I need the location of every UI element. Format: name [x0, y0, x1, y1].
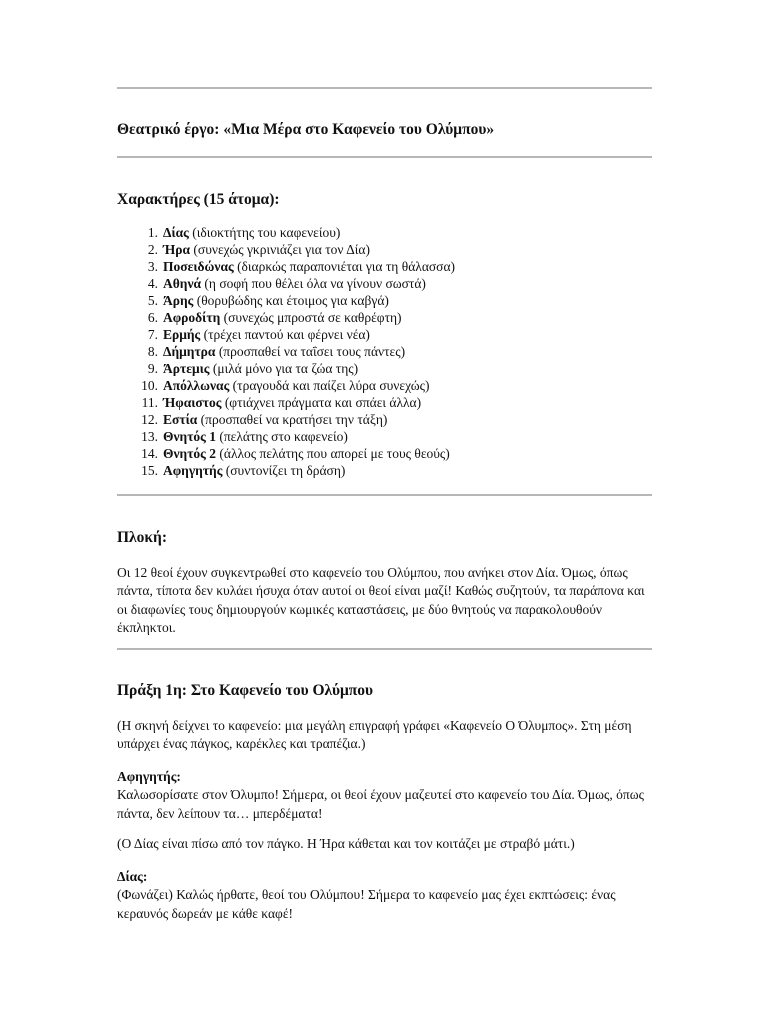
horizontal-rule	[117, 156, 652, 158]
plot-heading: Πλοκή:	[117, 529, 167, 546]
item-number: 3.	[147, 259, 158, 274]
character-name: Άρτεμις	[163, 361, 210, 376]
plot-text: Οι 12 θεοί έχουν συγκεντρωθεί στο καφενείο του Ολύμπου, που ανήκει στον Δία. Όμως, όπως πάντα, τίποτα δεν κυλάει ήσυχα όταν αυτοί οι θεοί είναι μαζί! Καθώς συζητούν, τα παράπονα και οι διαφωνίες τους δημιουργούν κωμικές καταστάσεις, με δύο θνητούς να παρακολουθούν έκπληκτοι.	[117, 565, 645, 635]
character-desc: (διαρκώς παραπονιέται για τη θάλασσα)	[233, 259, 456, 274]
character-name: Απόλλωνας	[163, 378, 230, 393]
character-item	[117, 309, 455, 326]
character-item	[117, 445, 455, 462]
character-desc: (προσπαθεί να ταΐσει τους πάντες)	[215, 344, 406, 359]
dialogue-line: (Φωνάζει) Καλώς ήρθατε, θεοί του Ολύμπου! Σήμερα το καφενείο μας έχει εκπτώσεις: ένας κεραυνός δωρεάν με κάθε καφέ!	[117, 887, 616, 921]
character-name: Ήφαιστος	[163, 395, 222, 410]
character-desc: (η σοφή που θέλει όλα να γίνουν σωστά)	[201, 276, 426, 291]
item-number: 1.	[147, 225, 158, 240]
characters-list	[117, 224, 455, 479]
play-title: Θεατρικό έργο: «Μια Μέρα στο Καφενείο του Ολύμπου»	[117, 121, 495, 138]
character-name: Θνητός 1	[163, 429, 216, 444]
character-item	[117, 462, 455, 479]
item-number: 7.	[147, 327, 158, 342]
character-desc: (συνεχώς μπροστά σε καθρέφτη)	[220, 310, 402, 325]
dialogue-line: Καλωσορίσατε στον Όλυμπο! Σήμερα, οι θεοί έχουν μαζευτεί στο καφενείο του Δία. Όμως, όπως πάντα, δεν λείπουν τα… μπερδέματα!	[117, 787, 644, 821]
character-name: Δίας	[163, 225, 189, 240]
act1-heading: Πράξη 1η: Στο Καφενείο του Ολύμπου	[117, 682, 374, 699]
speaker-label: Δίας:	[117, 869, 148, 884]
character-desc: (άλλος πελάτης που απορεί με τους θεούς)	[216, 446, 450, 461]
character-desc: (ιδιοκτήτης του καφενείου)	[188, 225, 341, 240]
characters-heading: Χαρακτήρες (15 άτομα):	[117, 191, 280, 208]
character-desc: (μιλά μόνο για τα ζώα της)	[209, 361, 359, 376]
speaker-label: Αφηγητής:	[117, 769, 181, 784]
character-item	[117, 360, 455, 377]
item-number: 11.	[141, 395, 158, 410]
character-name: Αφροδίτη	[163, 310, 221, 325]
character-desc: (πελάτης στο καφενείο)	[216, 429, 348, 444]
item-number: 15.	[141, 463, 158, 478]
character-item	[117, 411, 455, 428]
stage-direction: (Ο Δίας είναι πίσω από τον πάγκο. Η Ήρα κάθεται και τον κοιτάζει με στραβό μάτι.)	[117, 836, 575, 851]
character-item	[117, 275, 455, 292]
character-item	[117, 224, 455, 241]
character-item	[117, 241, 455, 258]
character-name: Ερμής	[163, 327, 201, 342]
character-item	[117, 343, 455, 360]
character-desc: (συνεχώς γκρινιάζει για τον Δία)	[190, 242, 371, 257]
character-name: Άρης	[163, 293, 194, 308]
item-number: 4.	[147, 276, 158, 291]
horizontal-rule	[117, 87, 652, 89]
character-item	[117, 394, 455, 411]
character-name: Αθηνά	[163, 276, 202, 291]
character-desc: (τρέχει παντού και φέρνει νέα)	[200, 327, 370, 342]
narrator-block	[117, 768, 657, 823]
character-item	[117, 292, 455, 309]
item-number: 13.	[141, 429, 158, 444]
horizontal-rule	[117, 648, 652, 650]
character-desc: (συντονίζει τη δράση)	[222, 463, 346, 478]
character-name: Θνητός 2	[163, 446, 216, 461]
item-number: 8.	[147, 344, 158, 359]
character-item	[117, 258, 455, 275]
item-number: 14.	[141, 446, 158, 461]
stage-direction: (Η σκηνή δείχνει το καφενείο: μια μεγάλη επιγραφή γράφει «Καφενείο Ο Όλυμπος». Στη μέση υπάρχει ένας πάγκος, καρέκλες και τραπέζια.)	[117, 718, 632, 752]
character-item	[117, 428, 455, 445]
character-name: Εστία	[163, 412, 198, 427]
zeus-block	[117, 868, 657, 923]
character-name: Ποσειδώνας	[163, 259, 234, 274]
character-item	[117, 377, 455, 394]
character-name: Αφηγητής	[163, 463, 223, 478]
horizontal-rule	[117, 494, 652, 496]
character-desc: (προσπαθεί να κρατήσει την τάξη)	[197, 412, 388, 427]
character-name: Δήμητρα	[163, 344, 216, 359]
item-number: 5.	[147, 293, 158, 308]
character-desc: (φτιάχνει πράγματα και σπάει άλλα)	[221, 395, 422, 410]
character-desc: (θορυβώδης και έτοιμος για καβγά)	[193, 293, 389, 308]
item-number: 10.	[141, 378, 158, 393]
item-number: 6.	[147, 310, 158, 325]
item-number: 12.	[141, 412, 158, 427]
character-desc: (τραγουδά και παίζει λύρα συνεχώς)	[229, 378, 430, 393]
character-item	[117, 326, 455, 343]
character-name: Ήρα	[163, 242, 191, 257]
item-number: 2.	[147, 242, 158, 257]
item-number: 9.	[147, 361, 158, 376]
